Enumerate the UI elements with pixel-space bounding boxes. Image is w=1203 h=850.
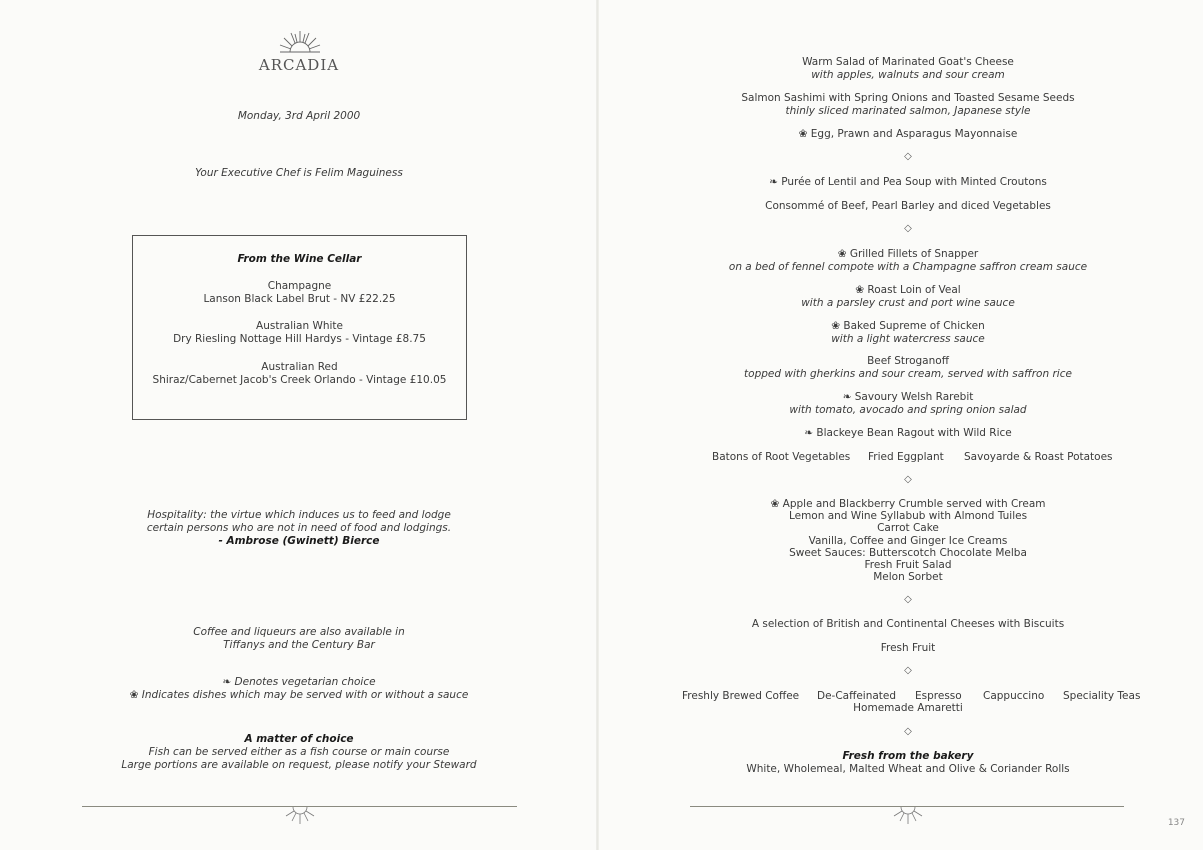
wine-name: Lanson Black Label Brut - NV £22.25 — [203, 293, 396, 305]
side-item: Savoyarde & Roast Potatoes — [964, 451, 1113, 463]
course-separator: ◇ — [904, 151, 912, 162]
footer-sunburst-icon — [891, 806, 925, 826]
drink-item: Freshly Brewed Coffee — [682, 690, 800, 702]
course-separator: ◇ — [904, 594, 912, 605]
drink-item: Speciality Teas — [1063, 690, 1141, 702]
dessert-item: Lemon and Wine Syllabub with Almond Tuiles — [788, 510, 1028, 523]
dish-name: ❧ Savoury Welsh Rarebit — [842, 391, 974, 403]
dish-description: with tomato, avocado and spring onion salad — [789, 404, 1027, 416]
course-separator: ◇ — [904, 726, 912, 737]
starter-item — [598, 56, 1203, 82]
dish-name: ❀ Roast Loin of Veal — [855, 284, 961, 296]
bakery-items: White, Wholemeal, Malted Wheat and Olive & Coriander Rolls — [746, 763, 1070, 775]
wine-category: Champagne — [267, 280, 332, 292]
choice-line: Large portions are available on request, please notify your Steward — [121, 759, 477, 771]
dessert-item: Vanilla, Coffee and Ginger Ice Creams — [808, 534, 1008, 547]
legend-sauce: ❀ Indicates dishes which may be served with or without a sauce — [129, 689, 469, 701]
wine-item — [132, 320, 467, 346]
matter-of-choice — [0, 733, 598, 772]
legend-vegetarian: ❧ Denotes vegetarian choice — [222, 676, 376, 688]
course-separator: ◇ — [904, 474, 912, 485]
left-page — [0, 0, 598, 850]
right-page — [598, 0, 1203, 850]
course-separator: ◇ — [904, 665, 912, 676]
main-item — [598, 248, 1203, 274]
dessert-item: Melon Sorbet — [873, 571, 943, 584]
logo-wordmark: ARCADIA — [258, 56, 340, 74]
dish-name: Salmon Sashimi with Spring Onions and Toasted Sesame Seeds — [741, 92, 1075, 104]
dish-name: Warm Salad of Marinated Goat's Cheese — [802, 56, 1014, 68]
coffee-line: Tiffanys and the Century Bar — [223, 639, 375, 651]
course-separator: ◇ — [904, 223, 912, 234]
starter-item — [598, 92, 1203, 118]
wine-category: Australian Red — [261, 361, 338, 373]
wine-cellar-title: From the Wine Cellar — [237, 253, 362, 265]
drink-item: De-Caffeinated — [817, 690, 897, 702]
main-item — [598, 284, 1203, 310]
main-item — [598, 391, 1203, 417]
dish-name: Beef Stroganoff — [867, 355, 949, 367]
side-item: Fried Eggplant — [868, 451, 944, 463]
dessert-list — [598, 498, 1203, 583]
hospitality-quote — [0, 509, 598, 548]
main-item — [598, 355, 1203, 381]
wine-item — [132, 280, 467, 306]
bakery-title: Fresh from the bakery — [842, 750, 974, 762]
dessert-item: Carrot Cake — [877, 522, 939, 535]
dish-description: thinly sliced marinated salmon, Japanese style — [785, 105, 1031, 117]
wine-name: Dry Riesling Nottage Hill Hardys - Vintage £8.75 — [173, 333, 426, 345]
main-item: ❧ Blackeye Bean Ragout with Wild Rice — [804, 427, 1012, 439]
quote-line: certain persons who are not in need of food and lodgings. — [146, 522, 452, 534]
dessert-item: ❀ Apple and Blackberry Crumble served with Cream — [770, 498, 1046, 510]
soup-item: ❧ Purée of Lentil and Pea Soup with Minted Croutons — [769, 176, 1047, 188]
symbol-legend — [0, 676, 598, 702]
bakery-section — [598, 750, 1203, 776]
footer-sunburst-icon — [283, 806, 317, 826]
quote-author: - Ambrose (Gwinett) Bierce — [218, 535, 380, 547]
choice-line: Fish can be served either as a fish course or main course — [148, 746, 450, 758]
coffee-note — [0, 626, 598, 652]
dish-description: on a bed of fennel compote with a Champagne saffron cream sauce — [728, 261, 1088, 273]
main-item — [598, 320, 1203, 346]
side-item: Batons of Root Vegetables — [712, 451, 851, 463]
menu-date: Monday, 3rd April 2000 — [237, 110, 361, 122]
wine-category: Australian White — [256, 320, 343, 332]
amaretti: Homemade Amaretti — [853, 702, 963, 714]
soup-item: Consommé of Beef, Pearl Barley and diced Vegetables — [765, 200, 1051, 212]
chef-note: Your Executive Chef is Felim Maguiness — [195, 167, 403, 179]
dish-description: with a light watercress sauce — [831, 333, 985, 345]
starter-item: ❀ Egg, Prawn and Asparagus Mayonnaise — [798, 128, 1018, 140]
dish-name: ❀ Baked Supreme of Chicken — [831, 320, 985, 332]
wine-item — [132, 361, 467, 387]
choice-title: A matter of choice — [244, 733, 354, 745]
dish-name: ❀ Grilled Fillets of Snapper — [837, 248, 979, 260]
coffee-line: Coffee and liqueurs are also available in — [193, 626, 405, 638]
page-number: 137 — [1167, 818, 1185, 828]
drink-item: Cappuccino — [983, 690, 1045, 702]
wine-name: Shiraz/Cabernet Jacob's Creek Orlando - Vintage £10.05 — [152, 374, 447, 386]
cheese-course: A selection of British and Continental Cheeses with Biscuits — [751, 618, 1065, 630]
dessert-item: Sweet Sauces: Butterscotch Chocolate Melba — [789, 546, 1027, 559]
quote-line: Hospitality: the virtue which induces us to feed and lodge — [147, 509, 451, 521]
dish-description: with apples, walnuts and sour cream — [811, 69, 1005, 81]
dish-description: with a parsley crust and port wine sauce — [801, 297, 1015, 309]
sunburst-logo-icon — [276, 28, 324, 54]
dish-description: topped with gherkins and sour cream, served with saffron rice — [744, 368, 1072, 380]
dessert-item: Fresh Fruit Salad — [864, 559, 952, 572]
drink-item: Espresso — [915, 690, 962, 702]
fruit-course: Fresh Fruit — [880, 642, 936, 654]
